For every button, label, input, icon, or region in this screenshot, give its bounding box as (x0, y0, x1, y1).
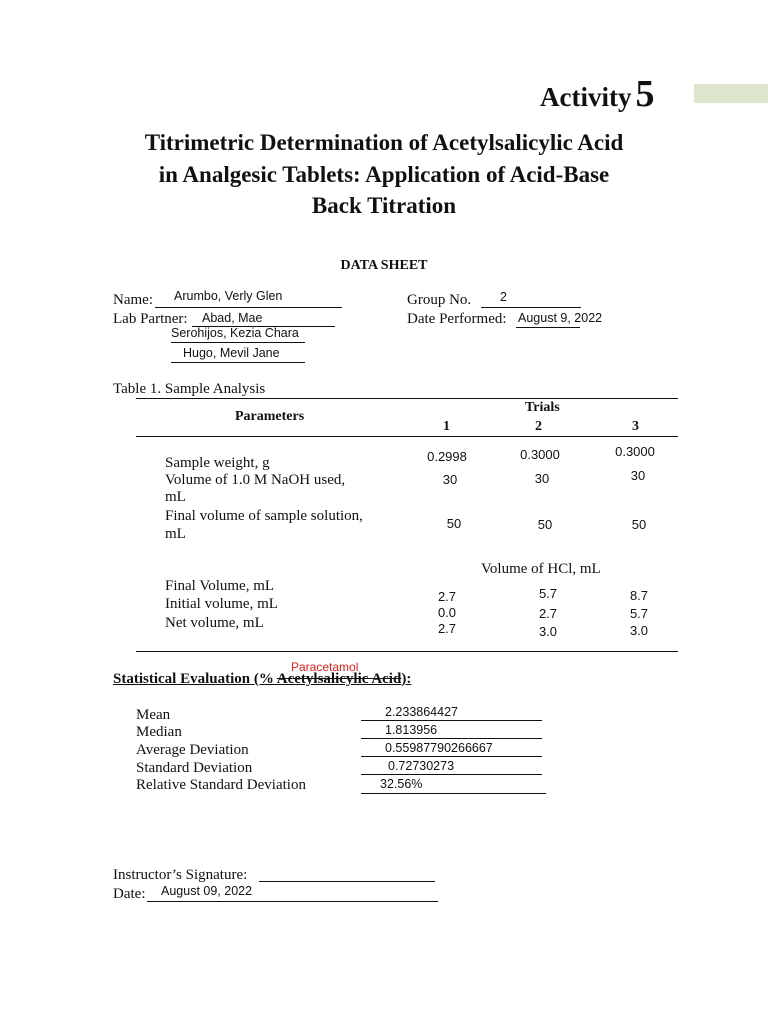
naoh-volume-trial-3: 30 (630, 468, 646, 483)
sample-weight-trial-1: 0.2998 (427, 449, 467, 464)
data-sheet-heading: DATA SHEET (340, 258, 428, 273)
lab-partner-1: Abad, Mae (202, 311, 263, 325)
stats-heading-suffix: ): (401, 671, 412, 687)
trial-3-header: 3 (632, 419, 639, 434)
stat-value-standard-deviation: 0.72730273 (388, 759, 455, 773)
stat-median-underline (361, 738, 542, 739)
stat-value-mean: 2.233864427 (385, 705, 458, 719)
footer-date-line (147, 901, 438, 902)
table-header-rule (136, 436, 678, 437)
sample-solution-trial-2: 50 (537, 517, 553, 532)
hcl-final-volume-label: Final Volume, mL (165, 578, 275, 594)
lab-partner-2-underline (171, 342, 305, 343)
title-line-3: Back Titration (311, 193, 457, 218)
hcl-net-trial-3: 3.0 (629, 623, 649, 638)
lab-partner-label: Lab Partner: (113, 311, 188, 327)
hcl-net-trial-2: 3.0 (538, 624, 558, 639)
table-bottom-rule (136, 651, 678, 652)
name-underline (155, 307, 342, 308)
sample-weight-trial-3: 0.3000 (615, 444, 655, 459)
hcl-net-volume-label: Net volume, mL (165, 615, 264, 631)
trial-2-header: 2 (535, 419, 542, 434)
stat-label-median: Median (136, 724, 182, 740)
activity-number: 5 (635, 73, 655, 115)
row-sample-weight-label: Sample weight, g (165, 455, 270, 471)
hcl-final-trial-3: 8.7 (629, 588, 649, 603)
activity-heading (540, 72, 654, 116)
title-line-2: in Analgesic Tablets: Application of Acid-Base (158, 162, 610, 187)
instructor-signature-label: Instructor’s Signature: (113, 867, 248, 883)
stat-rsd-underline (361, 793, 546, 794)
stat-value-rsd: 32.56% (380, 777, 423, 791)
instructor-signature-line (259, 881, 435, 882)
hcl-final-trial-1: 2.7 (437, 589, 457, 604)
hcl-initial-trial-3: 5.7 (629, 606, 649, 621)
hcl-initial-trial-2: 2.7 (538, 606, 558, 621)
trials-header: Trials (525, 400, 560, 415)
name-label: Name: (113, 292, 153, 308)
naoh-volume-trial-1: 30 (442, 472, 458, 487)
row-naoh-volume-label-2: mL (165, 489, 186, 505)
stat-label-average-deviation: Average Deviation (136, 742, 249, 758)
parameters-header: Parameters (235, 409, 305, 424)
group-underline (481, 307, 581, 308)
activity-label: Activity (540, 82, 632, 112)
stat-value-median: 1.813956 (385, 723, 438, 737)
stat-standard-deviation-underline (361, 774, 542, 775)
statistical-evaluation-heading (113, 671, 411, 688)
stat-average-deviation-underline (361, 756, 542, 757)
stat-mean-underline (361, 720, 542, 721)
title-line-1: Titrimetric Determination of Acetylsalicylic Acid (144, 130, 624, 155)
footer-date-value: August 09, 2022 (161, 884, 253, 898)
table-top-rule (136, 398, 678, 399)
paracetamol-annotation: Paracetamol (291, 660, 359, 674)
date-performed-label: Date Performed: (407, 311, 507, 327)
activity-accent-bar (694, 84, 768, 103)
lab-partner-2: Serohijos, Kezia Chara (171, 326, 299, 340)
hcl-initial-volume-label: Initial volume, mL (165, 596, 278, 612)
group-value: 2 (500, 290, 507, 304)
stat-label-mean: Mean (136, 707, 171, 723)
row-naoh-volume-label-1: Volume of 1.0 M NaOH used, (165, 472, 346, 488)
hcl-volume-header: Volume of HCl, mL (481, 561, 601, 577)
stats-heading-prefix: Statistical Evaluation (% (113, 671, 277, 687)
group-label: Group No. (407, 292, 472, 308)
sample-solution-trial-3: 50 (631, 517, 647, 532)
stats-heading-struck: Acetylsalicylic Acid (276, 671, 402, 687)
lab-partner-3-underline (171, 362, 305, 363)
date-performed-underline (516, 327, 580, 328)
date-performed-value: August 9, 2022 (518, 311, 603, 325)
sample-solution-trial-1: 50 (446, 516, 462, 531)
name-value: Arumbo, Verly Glen (174, 289, 283, 303)
lab-partner-3: Hugo, Mevil Jane (183, 346, 280, 360)
table-caption: Table 1. Sample Analysis (113, 381, 266, 397)
hcl-net-trial-1: 2.7 (437, 621, 457, 636)
stat-label-standard-deviation: Standard Deviation (136, 760, 253, 776)
sample-weight-trial-2: 0.3000 (520, 447, 560, 462)
stat-label-rsd: Relative Standard Deviation (136, 777, 306, 793)
naoh-volume-trial-2: 30 (534, 471, 550, 486)
row-sample-solution-label-2: mL (165, 526, 186, 542)
footer-date-label: Date: (113, 886, 146, 902)
stat-value-average-deviation: 0.55987790266667 (385, 741, 493, 755)
hcl-initial-trial-1: 0.0 (437, 605, 457, 620)
trial-1-header: 1 (443, 419, 450, 434)
row-sample-solution-label-1: Final volume of sample solution, (165, 508, 363, 524)
hcl-final-trial-2: 5.7 (538, 586, 558, 601)
